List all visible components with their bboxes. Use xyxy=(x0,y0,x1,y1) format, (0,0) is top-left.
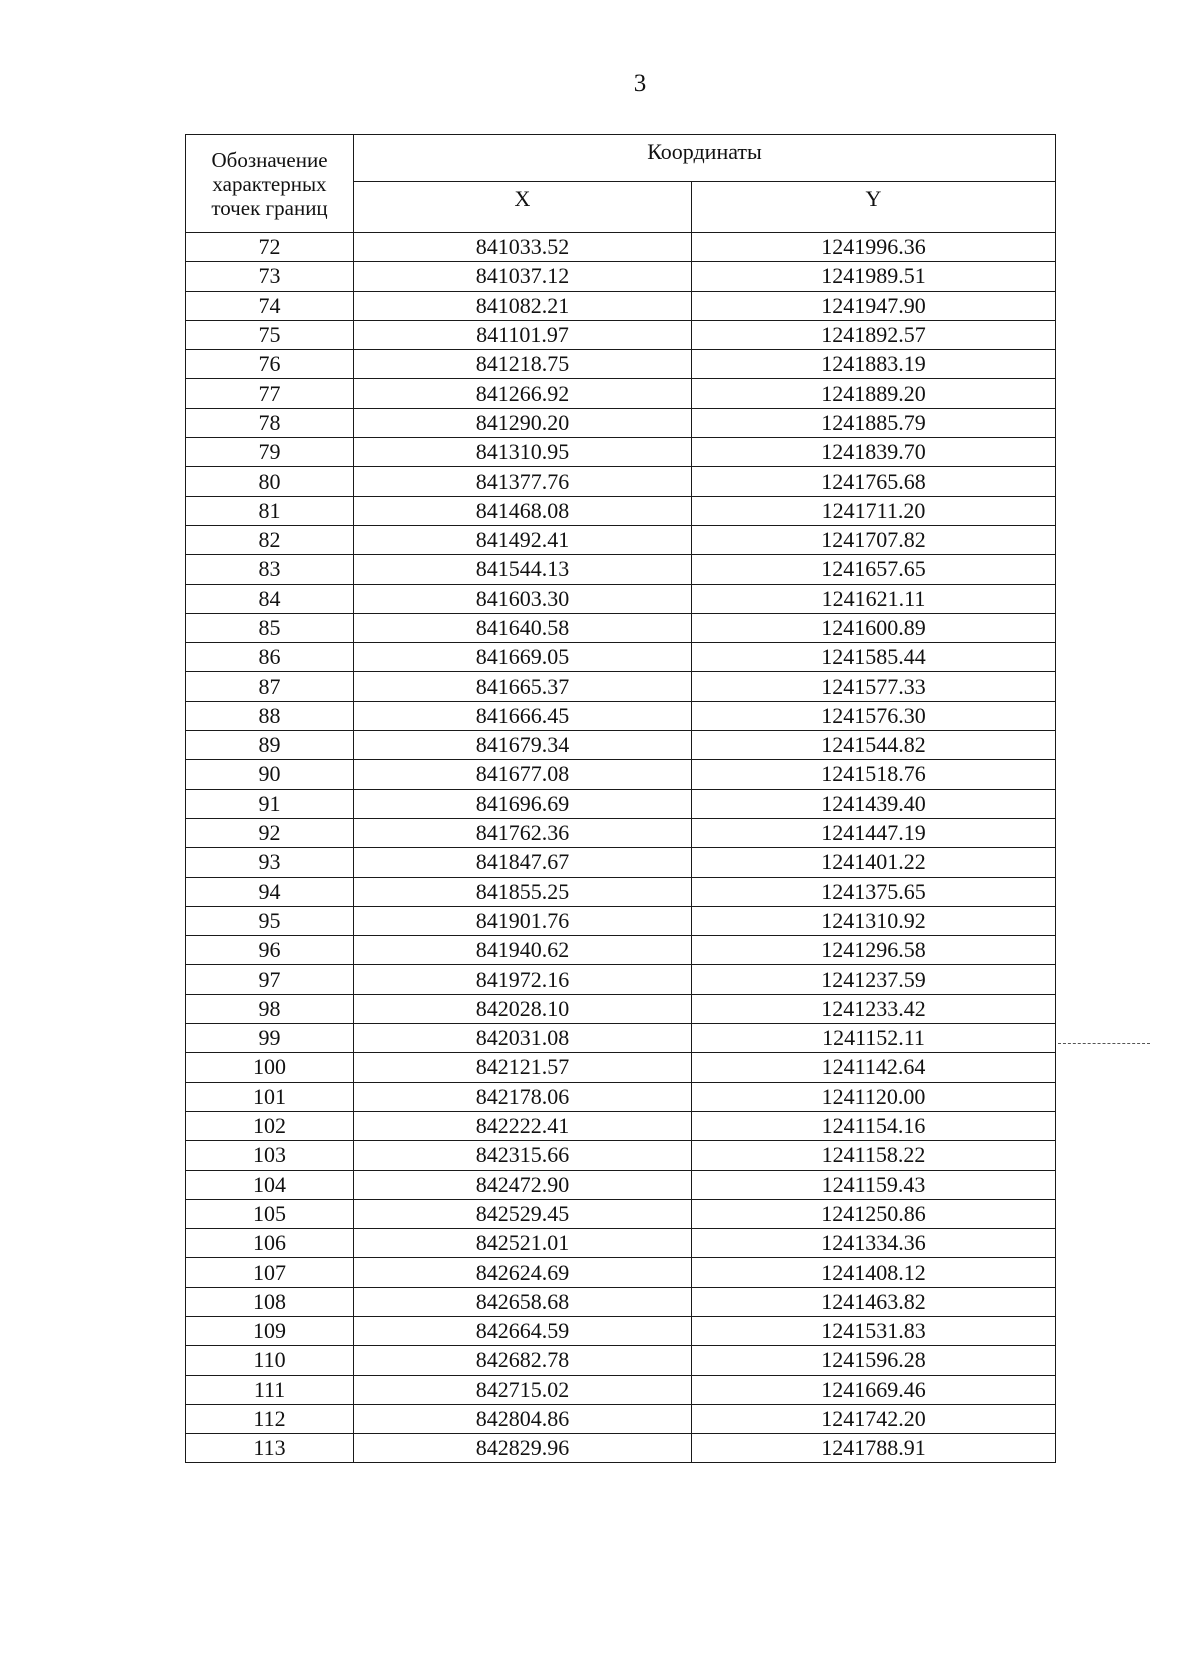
table-row xyxy=(186,936,1056,965)
cell-x: 841901.76 xyxy=(354,906,692,935)
cell-x: 841377.76 xyxy=(354,467,692,496)
cell-y: 1241885.79 xyxy=(692,408,1056,437)
table-row xyxy=(186,555,1056,584)
cell-y: 1241600.89 xyxy=(692,613,1056,642)
cell-y: 1241408.12 xyxy=(692,1258,1056,1287)
cell-point: 72 xyxy=(186,233,354,262)
cell-point: 103 xyxy=(186,1141,354,1170)
cell-x: 841544.13 xyxy=(354,555,692,584)
table-row xyxy=(186,1316,1056,1345)
table-row xyxy=(186,1141,1056,1170)
cell-point: 105 xyxy=(186,1199,354,1228)
cell-y: 1241839.70 xyxy=(692,438,1056,467)
cell-point: 110 xyxy=(186,1346,354,1375)
cell-x: 841847.67 xyxy=(354,848,692,877)
cell-y: 1241989.51 xyxy=(692,262,1056,291)
cell-point: 96 xyxy=(186,936,354,965)
cell-x: 841492.41 xyxy=(354,525,692,554)
cell-x: 842121.57 xyxy=(354,1053,692,1082)
cell-x: 841666.45 xyxy=(354,701,692,730)
cell-x: 841037.12 xyxy=(354,262,692,291)
table-row xyxy=(186,1258,1056,1287)
table-row xyxy=(186,906,1056,935)
cell-y: 1241996.36 xyxy=(692,233,1056,262)
cell-x: 842472.90 xyxy=(354,1170,692,1199)
cell-y: 1241518.76 xyxy=(692,760,1056,789)
cell-point: 79 xyxy=(186,438,354,467)
cell-x: 841855.25 xyxy=(354,877,692,906)
cell-y: 1241154.16 xyxy=(692,1111,1056,1140)
cell-point: 109 xyxy=(186,1316,354,1345)
cell-point: 101 xyxy=(186,1082,354,1111)
cell-x: 842682.78 xyxy=(354,1346,692,1375)
table-row xyxy=(186,467,1056,496)
page-number: 3 xyxy=(633,70,647,97)
cell-y: 1241531.83 xyxy=(692,1316,1056,1345)
cell-y: 1241892.57 xyxy=(692,320,1056,349)
header-y: Y xyxy=(692,182,1056,233)
cell-point: 112 xyxy=(186,1404,354,1433)
cell-y: 1241742.20 xyxy=(692,1404,1056,1433)
cell-x: 842028.10 xyxy=(354,994,692,1023)
cell-point: 84 xyxy=(186,584,354,613)
cell-x: 842624.69 xyxy=(354,1258,692,1287)
cell-y: 1241577.33 xyxy=(692,672,1056,701)
cell-y: 1241250.86 xyxy=(692,1199,1056,1228)
cell-point: 88 xyxy=(186,701,354,730)
table-row xyxy=(186,438,1056,467)
table-row xyxy=(186,233,1056,262)
table-row xyxy=(186,672,1056,701)
cell-y: 1241233.42 xyxy=(692,994,1056,1023)
table-row xyxy=(186,731,1056,760)
cell-point: 107 xyxy=(186,1258,354,1287)
cell-y: 1241463.82 xyxy=(692,1287,1056,1316)
cell-x: 842521.01 xyxy=(354,1229,692,1258)
table-row xyxy=(186,1024,1056,1053)
cell-point: 93 xyxy=(186,848,354,877)
cell-point: 98 xyxy=(186,994,354,1023)
cell-x: 842315.66 xyxy=(354,1141,692,1170)
table-row xyxy=(186,1404,1056,1433)
cell-y: 1241237.59 xyxy=(692,965,1056,994)
cell-x: 842222.41 xyxy=(354,1111,692,1140)
cell-y: 1241947.90 xyxy=(692,291,1056,320)
cell-point: 78 xyxy=(186,408,354,437)
cell-y: 1241669.46 xyxy=(692,1375,1056,1404)
table-row xyxy=(186,1053,1056,1082)
table-row xyxy=(186,848,1056,877)
cell-x: 841669.05 xyxy=(354,643,692,672)
table-row xyxy=(186,1111,1056,1140)
table-body xyxy=(186,233,1056,1463)
cell-x: 842658.68 xyxy=(354,1287,692,1316)
cell-y: 1241142.64 xyxy=(692,1053,1056,1082)
table-row xyxy=(186,1170,1056,1199)
cell-point: 86 xyxy=(186,643,354,672)
cell-point: 95 xyxy=(186,906,354,935)
cell-y: 1241621.11 xyxy=(692,584,1056,613)
table-row xyxy=(186,1082,1056,1111)
cell-point: 97 xyxy=(186,965,354,994)
table-row xyxy=(186,320,1056,349)
cell-y: 1241711.20 xyxy=(692,496,1056,525)
table-row xyxy=(186,965,1056,994)
cell-y: 1241152.11 xyxy=(692,1024,1056,1053)
table-row xyxy=(186,291,1056,320)
cell-y: 1241889.20 xyxy=(692,379,1056,408)
cell-y: 1241375.65 xyxy=(692,877,1056,906)
cell-x: 842529.45 xyxy=(354,1199,692,1228)
table-row xyxy=(186,818,1056,847)
cell-point: 111 xyxy=(186,1375,354,1404)
cell-y: 1241596.28 xyxy=(692,1346,1056,1375)
cell-point: 106 xyxy=(186,1229,354,1258)
cell-y: 1241707.82 xyxy=(692,525,1056,554)
table-row xyxy=(186,525,1056,554)
table-row xyxy=(186,877,1056,906)
cell-point: 113 xyxy=(186,1434,354,1463)
cell-point: 91 xyxy=(186,789,354,818)
header-point-designation: Обозначение характерных точек границ xyxy=(186,135,354,233)
table-row xyxy=(186,701,1056,730)
table-row xyxy=(186,643,1056,672)
cell-x: 841677.08 xyxy=(354,760,692,789)
cell-x: 842664.59 xyxy=(354,1316,692,1345)
cell-y: 1241657.65 xyxy=(692,555,1056,584)
cell-point: 83 xyxy=(186,555,354,584)
cell-x: 841310.95 xyxy=(354,438,692,467)
cell-x: 841665.37 xyxy=(354,672,692,701)
cell-point: 87 xyxy=(186,672,354,701)
cell-x: 841762.36 xyxy=(354,818,692,847)
cell-y: 1241447.19 xyxy=(692,818,1056,847)
cell-x: 842715.02 xyxy=(354,1375,692,1404)
table-row xyxy=(186,1287,1056,1316)
table-row xyxy=(186,1346,1056,1375)
cell-y: 1241788.91 xyxy=(692,1434,1056,1463)
table-row xyxy=(186,760,1056,789)
cell-point: 102 xyxy=(186,1111,354,1140)
cell-point: 104 xyxy=(186,1170,354,1199)
cell-x: 841696.69 xyxy=(354,789,692,818)
coordinates-table xyxy=(185,134,1056,1463)
table-row xyxy=(186,262,1056,291)
cell-x: 841679.34 xyxy=(354,731,692,760)
cell-x: 842804.86 xyxy=(354,1404,692,1433)
cell-point: 89 xyxy=(186,731,354,760)
cell-y: 1241401.22 xyxy=(692,848,1056,877)
cell-y: 1241439.40 xyxy=(692,789,1056,818)
table-row xyxy=(186,613,1056,642)
cell-point: 81 xyxy=(186,496,354,525)
table-row xyxy=(186,789,1056,818)
cell-y: 1241765.68 xyxy=(692,467,1056,496)
cell-x: 842031.08 xyxy=(354,1024,692,1053)
cell-point: 85 xyxy=(186,613,354,642)
cell-x: 841972.16 xyxy=(354,965,692,994)
cell-point: 99 xyxy=(186,1024,354,1053)
table-row xyxy=(186,408,1056,437)
cell-y: 1241576.30 xyxy=(692,701,1056,730)
cell-x: 841468.08 xyxy=(354,496,692,525)
cell-y: 1241334.36 xyxy=(692,1229,1056,1258)
cell-x: 841940.62 xyxy=(354,936,692,965)
cell-y: 1241158.22 xyxy=(692,1141,1056,1170)
table-row xyxy=(186,1434,1056,1463)
cell-x: 842829.96 xyxy=(354,1434,692,1463)
cell-y: 1241120.00 xyxy=(692,1082,1056,1111)
cell-point: 73 xyxy=(186,262,354,291)
header-coordinates: Координаты xyxy=(354,135,1056,182)
cell-x: 841266.92 xyxy=(354,379,692,408)
cell-point: 90 xyxy=(186,760,354,789)
dashed-line xyxy=(1058,1043,1150,1044)
table-row xyxy=(186,350,1056,379)
table-row xyxy=(186,1199,1056,1228)
cell-y: 1241310.92 xyxy=(692,906,1056,935)
cell-point: 77 xyxy=(186,379,354,408)
cell-x: 841640.58 xyxy=(354,613,692,642)
cell-point: 94 xyxy=(186,877,354,906)
cell-x: 841082.21 xyxy=(354,291,692,320)
cell-y: 1241159.43 xyxy=(692,1170,1056,1199)
header-x: X xyxy=(354,182,692,233)
cell-point: 75 xyxy=(186,320,354,349)
table-row xyxy=(186,379,1056,408)
table-row xyxy=(186,584,1056,613)
cell-y: 1241883.19 xyxy=(692,350,1056,379)
cell-y: 1241544.82 xyxy=(692,731,1056,760)
cell-point: 108 xyxy=(186,1287,354,1316)
table-row xyxy=(186,496,1056,525)
table-row xyxy=(186,994,1056,1023)
cell-x: 841101.97 xyxy=(354,320,692,349)
cell-x: 841603.30 xyxy=(354,584,692,613)
cell-x: 841290.20 xyxy=(354,408,692,437)
cell-x: 842178.06 xyxy=(354,1082,692,1111)
cell-point: 80 xyxy=(186,467,354,496)
cell-y: 1241585.44 xyxy=(692,643,1056,672)
cell-point: 92 xyxy=(186,818,354,847)
cell-x: 841033.52 xyxy=(354,233,692,262)
cell-point: 100 xyxy=(186,1053,354,1082)
cell-point: 82 xyxy=(186,525,354,554)
table-row xyxy=(186,1229,1056,1258)
table-row xyxy=(186,1375,1056,1404)
cell-point: 74 xyxy=(186,291,354,320)
cell-y: 1241296.58 xyxy=(692,936,1056,965)
cell-point: 76 xyxy=(186,350,354,379)
cell-x: 841218.75 xyxy=(354,350,692,379)
